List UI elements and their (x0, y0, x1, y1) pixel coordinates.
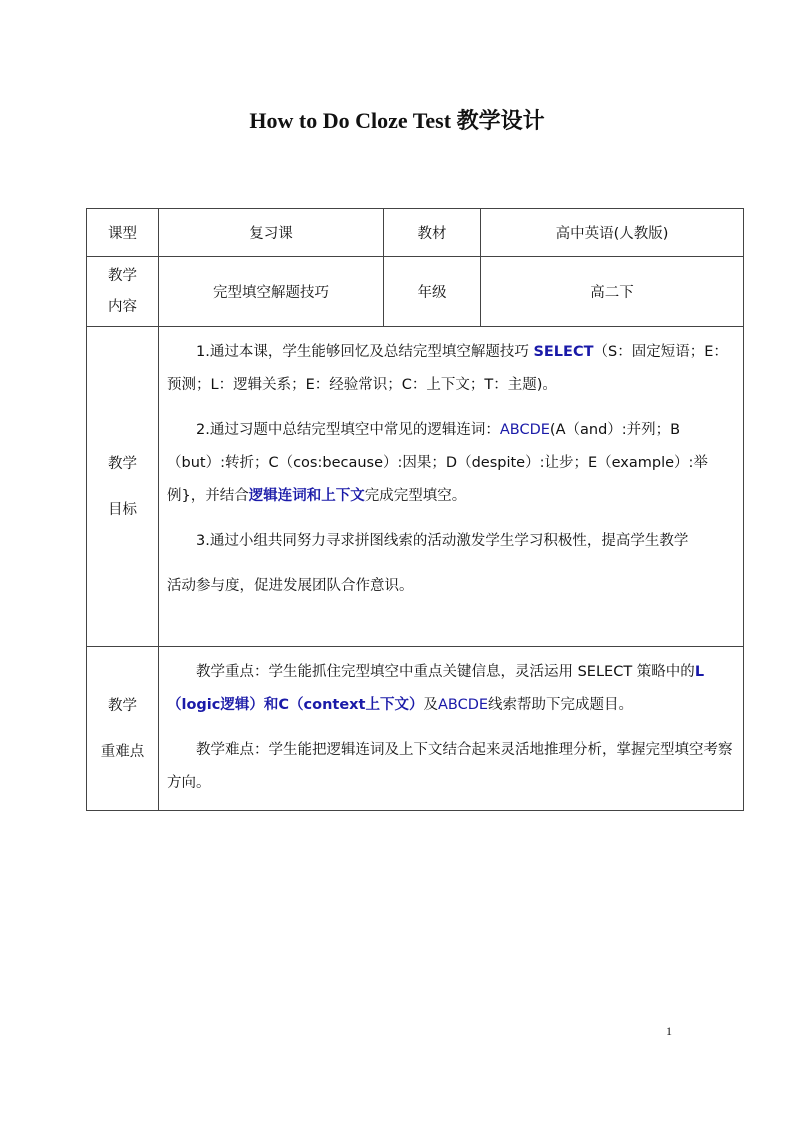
label-textbook: 教材 (384, 209, 481, 257)
table-row (87, 257, 744, 327)
goal-paragraph-2: 2.通过习题中总结完型填空中常见的逻辑连词：ABCDE(A（and）:并列；B（but）:转折；C（cos:because）:因果；D（despite）:让步；E（example）:举例}，并结合逻辑连词和上下文完成完型填空。 (167, 422, 708, 504)
label-lesson-type: 课型 (87, 209, 159, 257)
value-teaching-content: 完型填空解题技巧 (159, 257, 384, 327)
table-row (87, 209, 744, 257)
table-row (87, 647, 744, 811)
value-textbook: 高中英语(人教版) (481, 209, 744, 257)
difficult-point-paragraph: 教学难点：学生能把逻辑连词及上下文结合起来灵活地推理分析，掌握完型填空考察方向。 (167, 742, 733, 791)
goal-paragraph-3: 3.通过小组共同努力寻求拼图线索的活动激发学生学习积极性，提高学生教学 (196, 533, 689, 549)
value-grade: 高二下 (481, 257, 744, 327)
goals-content (159, 327, 744, 647)
lesson-plan-table (86, 208, 744, 811)
value-lesson-type: 复习课 (159, 209, 384, 257)
key-point-paragraph: 教学重点：学生能抓住完型填空中重点关键信息，灵活运用 SELECT 策略中的L（logic逻辑）和C（context上下文）及ABCDE线索帮助下完成题目。 (167, 664, 705, 713)
label-key-difficult-points: 教学 重难点 (87, 647, 159, 811)
table-row (87, 327, 744, 647)
goal-paragraph-4: 活动参与度，促进发展团队合作意识。 (167, 578, 414, 594)
page-number: 1 (666, 1024, 672, 1038)
goal-paragraph-1: 1.通过本课，学生能够回忆及总结完型填空解题技巧 SELECT（S：固定短语；E：预测；L：逻辑关系；E：经验常识；C：上下文；T：主题)。 (167, 344, 728, 393)
label-teaching-goals: 教学 目标 (87, 327, 159, 647)
page-title: How to Do Cloze Test 教学设计 (249, 108, 545, 133)
label-teaching-content: 教学 内容 (87, 257, 159, 327)
label-grade: 年级 (384, 257, 481, 327)
keypoints-content (159, 647, 744, 811)
